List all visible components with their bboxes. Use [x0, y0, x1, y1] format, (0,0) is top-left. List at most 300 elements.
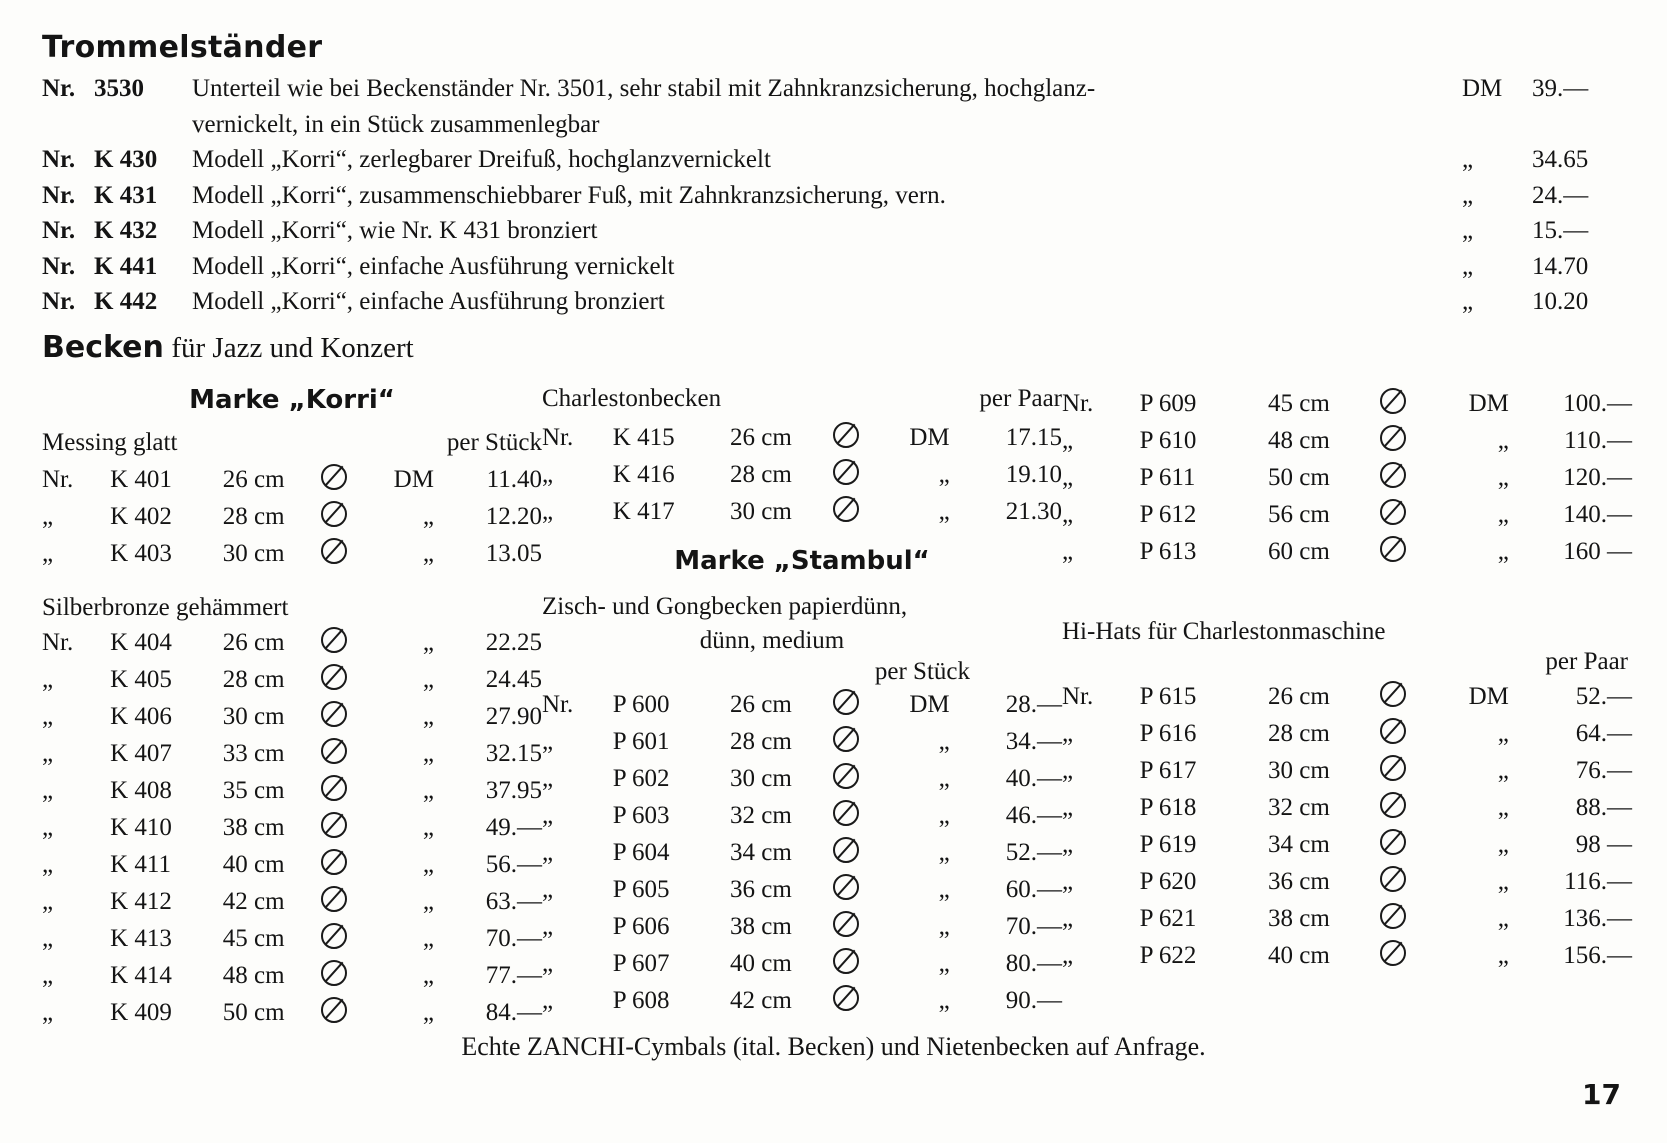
cell-code: P 607: [612, 949, 670, 977]
product-row: [42, 178, 1632, 214]
table-row: [542, 493, 1062, 530]
price-currency: DM: [1462, 75, 1503, 102]
table-row: [42, 920, 542, 957]
cell-size: 28 cm: [1268, 720, 1330, 747]
cell-size: 26 cm: [222, 629, 285, 656]
becken-columns: [42, 385, 1632, 1031]
table-row: [42, 498, 542, 535]
table-row: [542, 723, 1062, 760]
cell-currency: DM: [1468, 390, 1509, 417]
cell-code: P 615: [1139, 683, 1197, 710]
diameter-icon: [321, 735, 361, 772]
product-row-continuation: [42, 107, 1632, 143]
cell-nr: Nr.: [542, 690, 574, 718]
cell-price: 156.—: [1563, 942, 1632, 969]
cell-currency: „: [1497, 464, 1509, 491]
diameter-icon: [321, 772, 361, 809]
cell-currency: „: [938, 727, 950, 755]
cell-price: 13.05: [485, 540, 542, 567]
group-header-charleston: [542, 385, 1062, 413]
cell-code: K 417: [612, 498, 675, 525]
cell-nr: „: [42, 540, 54, 567]
product-row: [42, 213, 1632, 249]
cell-price: 77.—: [485, 962, 542, 989]
group-header-messing: [42, 429, 542, 457]
diameter-icon: [833, 419, 875, 456]
section-title-becken: [42, 330, 414, 365]
cell-nr: „: [1062, 464, 1074, 491]
cell-nr: „: [1062, 538, 1074, 565]
cell-size: 26 cm: [1268, 683, 1330, 710]
nr-code: K 431: [94, 181, 158, 209]
diameter-icon: [1380, 533, 1425, 570]
table-row: [42, 809, 542, 846]
cell-size: 33 cm: [222, 740, 285, 767]
cell-size: 30 cm: [729, 764, 792, 792]
diameter-icon: [1380, 678, 1425, 715]
cell-size: 36 cm: [1268, 868, 1330, 895]
stambul-subtitle-line2: dünn, medium: [699, 626, 845, 654]
cell-currency: DM: [909, 690, 950, 718]
cell-price: 11.40: [486, 466, 542, 493]
nr-code: K 430: [94, 146, 158, 173]
cell-nr: „: [42, 888, 54, 915]
cell-nr: Nr.: [42, 466, 74, 493]
cell-price: 63.—: [485, 888, 542, 915]
cell-price: 100.—: [1563, 390, 1632, 417]
cell-code: P 622: [1139, 942, 1197, 969]
price-value: 10.20: [1532, 288, 1589, 315]
diameter-icon: [1380, 496, 1425, 533]
diameter-icon: [833, 797, 875, 834]
product-description: Modell „Korri“, zusammenschiebbarer Fuß, mit Zahnkranzsicherung, vern.: [192, 181, 946, 209]
diameter-icon: [833, 456, 875, 493]
cell-currency: „: [1497, 757, 1509, 784]
cell-code: K 407: [110, 740, 172, 767]
cell-code: P 610: [1139, 427, 1197, 454]
cell-price: 98 —: [1575, 831, 1632, 858]
cell-code: K 410: [110, 814, 172, 841]
cell-price: 22.25: [485, 629, 542, 656]
cell-nr: „: [1062, 868, 1074, 895]
cell-currency: „: [938, 986, 950, 1014]
group-unit: per Paar: [979, 385, 1062, 412]
cell-size: 36 cm: [729, 875, 792, 903]
cell-currency: „: [422, 777, 434, 804]
diameter-icon: [833, 686, 875, 723]
cell-price: 46.—: [1005, 801, 1062, 829]
product-description: Modell „Korri“, einfache Ausführung bronziert: [192, 288, 665, 315]
table-row: [42, 846, 542, 883]
table-row: [1062, 385, 1632, 422]
table-row: [1062, 496, 1632, 533]
table-row: [542, 419, 1062, 456]
cell-currency: „: [422, 503, 434, 530]
cell-currency: „: [1497, 942, 1509, 969]
cell-code: K 405: [110, 666, 172, 693]
product-description-cont: vernickelt, in ein Stück zusammenlegbar: [192, 110, 600, 138]
cell-size: 28 cm: [222, 666, 285, 693]
diameter-icon: [321, 535, 361, 572]
product-description: Modell „Korri“, wie Nr. K 431 bronziert: [192, 217, 598, 244]
cell-currency: DM: [1468, 683, 1509, 710]
table-row: [42, 698, 542, 735]
cell-currency: „: [1497, 794, 1509, 821]
nr-label: Nr.: [42, 181, 76, 209]
cell-size: 30 cm: [1268, 757, 1330, 784]
product-row: [42, 71, 1632, 107]
cell-nr: „: [42, 777, 54, 804]
cell-size: 26 cm: [222, 466, 285, 493]
cell-code: P 609: [1139, 390, 1197, 417]
table-messing-glatt: [42, 461, 542, 572]
cell-currency: „: [938, 461, 950, 488]
cell-price: 120.—: [1563, 464, 1632, 491]
diameter-icon: [321, 498, 361, 535]
cell-price: 56.—: [485, 851, 542, 878]
cell-currency: „: [1497, 427, 1509, 454]
table-row: [42, 535, 542, 572]
cell-currency: „: [938, 838, 950, 866]
cell-price: 19.10: [1005, 461, 1062, 488]
cell-nr: Nr.: [42, 629, 74, 656]
diameter-icon: [833, 493, 875, 530]
cell-size: 26 cm: [729, 424, 792, 451]
table-silberbronze: [42, 624, 542, 1031]
group-label-silberbronze: Silberbronze gehämmert: [42, 594, 289, 621]
cell-nr: „: [1062, 427, 1074, 454]
price-currency: „: [1462, 288, 1474, 315]
cell-nr: „: [42, 503, 54, 530]
table-row: [542, 982, 1062, 1019]
table-row: [42, 957, 542, 994]
cell-code: P 600: [612, 690, 670, 718]
nr-label: Nr.: [42, 217, 76, 244]
product-number: [42, 178, 192, 214]
diameter-icon: [321, 698, 361, 735]
cell-nr: „: [1062, 501, 1074, 528]
table-row: [542, 908, 1062, 945]
table-row: [42, 624, 542, 661]
price-value: 39.—: [1532, 75, 1589, 102]
section-trommelstaender: [42, 30, 1632, 320]
product-number: [42, 142, 192, 178]
cell-price: 34.—: [1005, 727, 1062, 755]
cell-size: 34 cm: [1268, 831, 1330, 858]
price-currency: „: [1462, 146, 1474, 173]
cell-code: P 612: [1139, 501, 1197, 528]
diameter-icon: [321, 809, 361, 846]
table-row: [1062, 863, 1632, 900]
table-row: [1062, 533, 1632, 570]
diameter-icon: [1380, 863, 1425, 900]
nr-code: K 432: [94, 217, 158, 244]
hihat-title: Hi-Hats für Charlestonmaschine: [1062, 618, 1386, 645]
cell-nr: „: [542, 838, 554, 866]
cell-nr: „: [42, 666, 54, 693]
diameter-icon: [321, 920, 361, 957]
cell-size: 38 cm: [1268, 905, 1330, 932]
cell-price: 76.—: [1575, 757, 1632, 784]
cell-size: 56 cm: [1268, 501, 1330, 528]
diameter-icon: [833, 723, 875, 760]
nr-label: Nr.: [42, 288, 76, 315]
stambul-unit: per Stück: [874, 657, 970, 685]
product-number: [42, 284, 192, 320]
cell-currency: „: [422, 962, 434, 989]
cell-currency: „: [422, 629, 434, 656]
cell-currency: „: [1497, 905, 1509, 932]
cell-size: 30 cm: [222, 540, 285, 567]
group-label: Charlestonbecken: [542, 385, 722, 412]
diameter-icon: [321, 461, 361, 498]
table-row: [42, 772, 542, 809]
cell-currency: „: [422, 925, 434, 952]
product-row: [42, 249, 1632, 285]
hihat-unit: per Paar: [1545, 648, 1628, 675]
price-currency: „: [1462, 181, 1474, 209]
cell-price: 84.—: [485, 999, 542, 1026]
nr-code: K 442: [94, 288, 158, 315]
cell-price: 24.45: [485, 666, 542, 693]
cell-code: P 602: [612, 764, 670, 792]
cell-price: 136.—: [1563, 905, 1632, 932]
nr-label: Nr.: [42, 252, 76, 280]
product-row: [42, 142, 1632, 178]
cell-price: 21.30: [1005, 498, 1062, 525]
cell-size: 30 cm: [222, 703, 285, 730]
cell-size: 32 cm: [1268, 794, 1330, 821]
table-row: [1062, 826, 1632, 863]
cell-price: 88.—: [1575, 794, 1632, 821]
cell-size: 40 cm: [1268, 942, 1330, 969]
cell-nr: „: [542, 912, 554, 940]
diameter-icon: [1380, 937, 1425, 974]
diameter-icon: [1380, 459, 1425, 496]
cell-currency: „: [938, 498, 950, 525]
cell-size: 26 cm: [729, 690, 792, 718]
cell-nr: „: [542, 949, 554, 977]
table-row: [542, 797, 1062, 834]
cell-currency: „: [422, 888, 434, 915]
table-row: [42, 735, 542, 772]
cell-currency: „: [422, 814, 434, 841]
cell-size: 45 cm: [222, 925, 285, 952]
table-row: [542, 945, 1062, 982]
cell-currency: „: [1497, 831, 1509, 858]
cell-price: 37.95: [485, 777, 542, 804]
diameter-icon: [1380, 422, 1425, 459]
diameter-icon: [833, 982, 875, 1019]
cell-size: 50 cm: [222, 999, 285, 1026]
cell-size: 40 cm: [729, 949, 792, 977]
cell-price: 70.—: [1005, 912, 1062, 940]
nr-code: 3530: [94, 75, 144, 102]
diameter-icon: [1380, 826, 1425, 863]
table-stambul-large: [1062, 385, 1632, 570]
cell-price: 60.—: [1005, 875, 1062, 903]
cell-nr: Nr.: [542, 424, 574, 451]
cell-size: 42 cm: [222, 888, 285, 915]
cell-size: 30 cm: [729, 498, 792, 525]
brand-stambul: Marke „Stambul“: [674, 546, 930, 576]
cell-price: 70.—: [485, 925, 542, 952]
cell-nr: „: [542, 986, 554, 1014]
column-stambul-large-hihats: [1062, 385, 1632, 1031]
cell-price: 49.—: [485, 814, 542, 841]
cell-price: 52.—: [1575, 683, 1632, 710]
cell-code: P 619: [1139, 831, 1197, 858]
price-value: 34.65: [1532, 146, 1589, 173]
cell-code: K 416: [612, 461, 675, 488]
cell-code: P 620: [1139, 868, 1197, 895]
cell-nr: „: [42, 740, 54, 767]
cell-code: P 601: [612, 727, 670, 755]
cell-code: K 411: [110, 851, 171, 878]
cell-nr: „: [1062, 905, 1074, 932]
cell-nr: „: [42, 925, 54, 952]
cell-nr: „: [1062, 720, 1074, 747]
group-label: Messing glatt: [42, 429, 178, 456]
table-row: [1062, 715, 1632, 752]
column-korri: [42, 385, 542, 1031]
cell-price: 140.—: [1563, 501, 1632, 528]
section-title-trommelstaender: Trommelständer: [42, 30, 323, 65]
diameter-icon: [1380, 900, 1425, 937]
cell-code: K 415: [612, 424, 675, 451]
price-currency: „: [1462, 252, 1474, 280]
cell-nr: „: [42, 814, 54, 841]
cell-code: K 412: [110, 888, 172, 915]
cell-currency: „: [938, 764, 950, 792]
cell-nr: „: [1062, 942, 1074, 969]
diameter-icon: [833, 871, 875, 908]
cell-currency: „: [1497, 720, 1509, 747]
table-row: [1062, 937, 1632, 974]
cell-nr: „: [542, 498, 554, 525]
cell-price: 17.15: [1005, 424, 1062, 451]
column-charleston-stambul: [542, 385, 1062, 1031]
cell-code: P 613: [1139, 538, 1197, 565]
cell-size: 35 cm: [222, 777, 285, 804]
cell-code: P 606: [612, 912, 670, 940]
cell-currency: DM: [393, 466, 434, 493]
cell-currency: „: [422, 999, 434, 1026]
cell-price: 64.—: [1575, 720, 1632, 747]
cell-size: 42 cm: [729, 986, 792, 1014]
price-value: 15.—: [1532, 217, 1589, 244]
product-row: [42, 284, 1632, 320]
price-value: 14.70: [1532, 252, 1589, 280]
cell-currency: „: [938, 949, 950, 977]
cell-code: P 611: [1139, 464, 1196, 491]
product-number: [42, 213, 192, 249]
cell-size: 45 cm: [1268, 390, 1330, 417]
table-hihats: [1062, 678, 1632, 974]
footnote: Echte ZANCHI-Cymbals (ital. Becken) und Nietenbecken auf Anfrage.: [461, 1032, 1206, 1061]
cell-code: K 402: [110, 503, 172, 530]
cell-currency: „: [422, 740, 434, 767]
cell-code: K 408: [110, 777, 172, 804]
table-row: [42, 883, 542, 920]
diameter-icon: [833, 760, 875, 797]
table-charlestonbecken: [542, 419, 1062, 530]
product-description: Modell „Korri“, zerlegbarer Dreifuß, hochglanzvernickelt: [192, 146, 771, 173]
cell-size: 48 cm: [222, 962, 285, 989]
diameter-icon: [1380, 789, 1425, 826]
diameter-icon: [1380, 715, 1425, 752]
cell-currency: „: [1497, 538, 1509, 565]
cell-code: P 617: [1139, 757, 1197, 784]
cell-currency: „: [422, 703, 434, 730]
cell-code: K 413: [110, 925, 172, 952]
cell-currency: „: [422, 666, 434, 693]
product-number: [42, 249, 192, 285]
cell-size: 38 cm: [729, 912, 792, 940]
cell-size: 50 cm: [1268, 464, 1330, 491]
table-row: [542, 871, 1062, 908]
cell-nr: „: [42, 851, 54, 878]
cell-nr: „: [542, 801, 554, 829]
cell-nr: „: [1062, 831, 1074, 858]
cell-code: P 618: [1139, 794, 1197, 821]
cell-nr: „: [1062, 794, 1074, 821]
table-row: [1062, 678, 1632, 715]
cell-code: K 414: [110, 962, 172, 989]
cell-price: 160 —: [1563, 538, 1632, 565]
cell-price: 32.15: [485, 740, 542, 767]
cell-price: 110.—: [1564, 427, 1632, 454]
cell-size: 48 cm: [1268, 427, 1330, 454]
table-row: [42, 461, 542, 498]
diameter-icon: [321, 957, 361, 994]
cell-code: K 409: [110, 999, 172, 1026]
group-unit: per Stück: [446, 429, 542, 456]
cell-nr: „: [542, 461, 554, 488]
cell-code: P 616: [1139, 720, 1197, 747]
cell-price: 52.—: [1005, 838, 1062, 866]
table-stambul: [542, 686, 1062, 1019]
cell-currency: „: [1497, 501, 1509, 528]
cell-size: 28 cm: [729, 461, 792, 488]
stambul-subtitle-line1: Zisch- und Gongbecken papierdünn,: [542, 593, 908, 620]
table-row: [542, 456, 1062, 493]
cell-price: 116.—: [1564, 868, 1632, 895]
cell-nr: „: [42, 999, 54, 1026]
diameter-icon: [1380, 752, 1425, 789]
cell-size: 60 cm: [1268, 538, 1330, 565]
nr-label: Nr.: [42, 146, 76, 173]
section-title-strong: Becken: [42, 330, 164, 365]
cell-code: K 404: [110, 629, 172, 656]
price-value: 24.—: [1532, 181, 1589, 209]
diameter-icon: [321, 661, 361, 698]
cell-code: P 621: [1139, 905, 1197, 932]
cell-size: 34 cm: [729, 838, 792, 866]
table-row: [1062, 459, 1632, 496]
cell-size: 32 cm: [729, 801, 792, 829]
cell-nr: Nr.: [1062, 683, 1094, 710]
page-number: 17: [1582, 1078, 1621, 1111]
cell-nr: „: [542, 727, 554, 755]
cell-currency: „: [938, 801, 950, 829]
diameter-icon: [321, 624, 361, 661]
cell-nr: „: [1062, 757, 1074, 784]
stambul-subtitle: [542, 590, 1062, 658]
cell-price: 27.90: [485, 703, 542, 730]
table-row: [542, 834, 1062, 871]
diameter-icon: [833, 908, 875, 945]
